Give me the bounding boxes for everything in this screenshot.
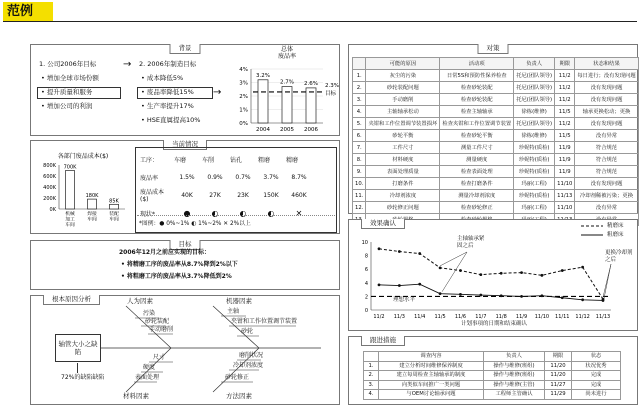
chart-title: 废品率 [277, 53, 297, 60]
data-point [439, 266, 442, 269]
bar [306, 88, 316, 123]
mfg-goal-item: • HSE直属提高10% [141, 116, 201, 124]
x-tick-label: 11/9 [515, 314, 528, 320]
table-cell: 4. [353, 106, 366, 118]
table-cell: 11/2 [555, 118, 575, 130]
table-cell: 砂轮修正问题 [366, 202, 440, 214]
bar [66, 171, 75, 210]
table-cell: 托尼(团队领导) [514, 118, 555, 130]
data-point [581, 266, 584, 269]
status-legend: *图例：● 0%~1% ◐ 1%~2% ✕ 2%以上 [139, 221, 251, 227]
table-cell: 检查打磨条件 [440, 178, 514, 190]
cause-label: 砂轮 [241, 328, 254, 335]
x-tick-label: 11/11 [555, 314, 570, 320]
cause-label: 手动磨削 [149, 326, 174, 333]
x-tick-label: 11/2 [373, 314, 385, 320]
company-goal-item: • 提升质量和服务 [41, 88, 93, 96]
table-cell: 11/2 [555, 70, 575, 82]
table-cell: 1. [353, 70, 366, 82]
process-header: 精磨 [286, 156, 299, 164]
countermeasure-row [353, 190, 639, 202]
scrap-rate-cell: 3.7% [263, 173, 279, 181]
y-tick-label: 4% [239, 67, 248, 73]
data-point [500, 294, 503, 297]
table-cell: 检查砂轮修正 [440, 202, 514, 214]
table-cell: 11/2 [555, 82, 575, 94]
cause-label: 主轴 [227, 308, 240, 315]
x-tick-label: 11/6 [454, 314, 467, 320]
process-table [139, 150, 313, 222]
y-tick-label: 4 [364, 280, 368, 287]
table-cell: 11/5 [555, 106, 575, 118]
table-cell: 11. [353, 190, 366, 202]
data-point [459, 269, 462, 272]
x-tick-label: 焊接车间 [87, 212, 97, 223]
company-goal-item: • 增加公司的利润 [41, 102, 93, 110]
arrow-icon: → [123, 59, 132, 70]
table-cell: 11/10 [555, 202, 575, 214]
table-cell: 徐栋(维修) [514, 106, 555, 118]
scrap-rate-cell: 0.9% [207, 173, 223, 181]
table-cell: 珍妮特(质检) [514, 142, 555, 154]
target-value-label: 2.3% [325, 82, 339, 89]
y-tick-label: 600K [43, 174, 56, 180]
table-cell: 建立每周检查主轴轴承的制度 [379, 371, 484, 381]
data-point [602, 299, 605, 302]
data-point [378, 283, 381, 286]
table-cell: 11/9 [555, 154, 575, 166]
y-tick-label: 0K [49, 207, 56, 213]
followup-row [364, 380, 621, 390]
data-point [378, 247, 381, 250]
status-icon: ◐ [267, 208, 275, 218]
background-panel [30, 44, 340, 136]
data-point [418, 252, 421, 255]
data-label: 85K [109, 198, 119, 205]
countermeasure-row [353, 166, 639, 178]
y-tick-label: 400K [43, 185, 56, 191]
table-cell: 冷却剂稀被污染；更换 [575, 190, 638, 202]
scrap-cost-cell: 23K [237, 191, 249, 199]
table-cell: 砂轮装配问题 [366, 82, 440, 94]
process-header: 车削 [202, 156, 215, 164]
x-tick-label: 2006 [304, 127, 318, 133]
annotation-arrow [440, 252, 467, 266]
table-cell: 检查砂轮装配 [440, 82, 514, 94]
countermeasure-row [353, 202, 639, 214]
effect-panel [348, 219, 638, 331]
table-cell: 打磨条件 [366, 178, 440, 190]
process-header: 粗磨 [258, 156, 271, 164]
rootcause-panel-title: 根本原因分析 [43, 295, 100, 305]
table-cell: 冷却剂浓度 [366, 190, 440, 202]
cause-label: 磨削状况 [239, 352, 264, 359]
cause-label: 夹钳和工作位置调节装置 [231, 318, 298, 325]
table-cell: 手动磨削 [366, 94, 440, 106]
column-header: 状态和结果 [575, 58, 638, 70]
background-panel-title: 背景 [170, 44, 201, 54]
table-cell: 珍妮特(质检) [514, 190, 555, 202]
scrap-cost-cell: 460K [291, 191, 307, 199]
table-cell: 没有发现问题 [575, 94, 638, 106]
series-line [379, 249, 603, 299]
data-label: 2.6% [304, 80, 318, 87]
y-tick-label: 6 [364, 267, 368, 274]
y-tick-label: 1% [239, 107, 248, 114]
table-cell: 向类似车间推广一类问题 [379, 380, 484, 390]
scrap-cost-cell: 150K [263, 191, 279, 199]
table-cell: 5. [353, 118, 366, 130]
cause-label: 污染 [143, 310, 156, 317]
table-cell: 主轴轴承松动 [366, 106, 440, 118]
category-people: 人为因素 [127, 297, 153, 305]
table-cell: 11/5 [555, 130, 575, 142]
x-tick-label: 11/12 [575, 314, 590, 320]
table-cell: 1. [364, 361, 379, 371]
table-cell: 11/2 [555, 94, 575, 106]
department-scrap-cost-chart [33, 151, 129, 233]
table-cell: 11/10 [555, 178, 575, 190]
x-tick-label: 11/13 [595, 314, 611, 320]
pointer-line [77, 363, 78, 373]
table-cell: 测量硬度 [440, 154, 514, 166]
table-cell: 检查砂轮装配 [440, 94, 514, 106]
effect-label: 轴管大小之缺陷 [58, 340, 98, 356]
data-point [541, 294, 544, 297]
data-point [418, 283, 421, 286]
table-cell: 建立分析时间维修保养制度 [379, 361, 484, 371]
table-cell: 测量工件尺寸 [440, 142, 514, 154]
table-cell: 完成 [572, 380, 621, 390]
table-cell: 11/20 [545, 371, 572, 381]
effect-line-chart [349, 220, 637, 330]
followup-row [364, 390, 621, 400]
category-machine: 机器因素 [226, 297, 252, 305]
column-header [364, 352, 379, 362]
table-cell: 11/27 [545, 380, 572, 390]
table-cell: 4. [364, 390, 379, 400]
arrow-icon: → [213, 87, 222, 98]
data-point [479, 294, 482, 297]
data-point [500, 272, 503, 275]
table-cell: 工件尺寸 [366, 142, 440, 154]
row-label: 现状* [140, 210, 156, 218]
bar [258, 80, 268, 123]
company-goal-heading: 1. 公司2006年目标 [39, 60, 97, 68]
annotation: 主轴轴承紧固之后 [457, 236, 485, 249]
status-icon: ✕ [295, 208, 303, 218]
process-header: 工序： [140, 156, 159, 164]
column-header [353, 58, 366, 70]
bar [88, 199, 97, 209]
followup-row [364, 371, 621, 381]
y-tick-label: 10 [361, 240, 368, 246]
data-point [520, 271, 523, 274]
x-tick-label: 11/8 [495, 314, 507, 320]
table-cell: 材料硬度 [366, 154, 440, 166]
table-cell: 符合规范 [575, 154, 638, 166]
data-point [581, 298, 584, 301]
table-cell: 与OEM讨论轴承问题 [379, 390, 484, 400]
countermeasures-table [352, 57, 639, 226]
category-method: 方法因素 [226, 392, 252, 400]
column-header: 可能的原因 [366, 58, 440, 70]
table-cell: 符合规范 [575, 142, 638, 154]
x-tick-label: 11/5 [434, 314, 446, 320]
table-cell: 3. [364, 380, 379, 390]
data-point [459, 293, 462, 296]
table-cell: 检查主轴轴承 [440, 106, 514, 118]
table-cell: 12. [353, 202, 366, 214]
row-label: 废品率 [140, 174, 159, 182]
effect-panel-title: 效果确认 [361, 219, 405, 229]
scrap-cost-cell: 27K [209, 191, 221, 199]
table-cell: 7. [353, 142, 366, 154]
goal-item: • 将精磨工序的废品率从8.7%降到2%以下 [121, 261, 238, 268]
table-cell: 尚未进行 [572, 390, 621, 400]
table-cell: 夹钳和工作位置调节装置损坏 [366, 118, 440, 130]
table-cell: 珍妮特(质检) [514, 166, 555, 178]
current-panel [30, 140, 340, 234]
table-cell: 操作与维修(班组) [484, 371, 545, 381]
y-tick-label: 2% [239, 94, 248, 100]
target-text: 目标 [325, 90, 337, 97]
legend-label: 精磨床 [607, 223, 624, 229]
data-point [541, 274, 544, 277]
y-tick-label: 3% [239, 80, 248, 87]
followup-panel [348, 336, 638, 405]
countermeasure-row [353, 178, 639, 190]
row-label: 废品成本($) [140, 189, 165, 203]
data-point [439, 292, 442, 295]
rootcause-panel [30, 295, 340, 405]
x-axis-label: 计划事项的日期和结束确认 [461, 321, 528, 327]
table-cell: 测量冷却剂浓度 [440, 190, 514, 202]
goal-heading: 2006年12月之前应实现的目标： [119, 249, 211, 256]
category-material: 材料因素 [123, 392, 149, 400]
current-panel-title: 当前情况 [163, 140, 207, 150]
target-label: 理想水平 [393, 297, 416, 303]
annotation: 更换冷却剂之后 [605, 250, 633, 263]
data-point [479, 273, 482, 276]
table-cell: 徐栋(维修) [514, 130, 555, 142]
data-label: 700K [63, 164, 77, 171]
countermeasure-row [353, 82, 639, 94]
process-header: 车磨 [174, 156, 187, 164]
table-cell: 玛丽(工程) [514, 178, 555, 190]
table-cell: 托尼(团队领导) [514, 70, 555, 82]
countermeasure-row [353, 130, 639, 142]
scrap-rate-cell: 8.7% [291, 173, 307, 181]
cause-label: 砂轮装配 [145, 318, 170, 325]
table-cell: 11/20 [545, 361, 572, 371]
scrap-cost-cell: 40K [181, 191, 193, 199]
countermeasures-panel [348, 44, 638, 214]
data-point [561, 269, 564, 272]
table-cell: 灰尘的污染 [366, 70, 440, 82]
column-header: 负责人 [514, 58, 555, 70]
y-tick-label: 0 [364, 308, 368, 314]
x-tick-label: 装配车间 [109, 212, 119, 223]
mfg-goal-item: • 成本降低5% [141, 74, 184, 82]
table-cell: 11/9 [555, 166, 575, 178]
cause-label: 冷却剂浓度 [233, 362, 264, 369]
countermeasure-row [353, 154, 639, 166]
table-cell: 状况优秀 [572, 361, 621, 371]
x-tick-label: 11/7 [475, 314, 487, 320]
x-tick-label: 机械加工车间 [65, 212, 75, 228]
table-cell: 没有发现问题 [575, 178, 638, 190]
cause-label: 硬度 [143, 364, 156, 371]
column-header: 期限 [555, 58, 575, 70]
table-cell: 砂轮平衡 [366, 130, 440, 142]
table-cell: 11/29 [545, 390, 572, 400]
scrap-rate-chart [227, 45, 339, 135]
title-underline [3, 21, 637, 22]
countermeasure-row [353, 94, 639, 106]
table-cell: 操作与维修(主管) [484, 380, 545, 390]
y-tick-label: 0% [239, 121, 248, 127]
table-cell: 6. [353, 130, 366, 142]
status-icon: ◐ [211, 208, 219, 218]
company-goal-item: • 增加全球市场份额 [41, 74, 99, 82]
data-label: 2.7% [280, 79, 294, 86]
goal-panel [30, 240, 340, 290]
annotation-arrow [604, 264, 611, 298]
bar [110, 204, 119, 209]
table-cell: 9. [353, 166, 366, 178]
table-cell: 没有异常 [575, 202, 638, 214]
cause-label: 砂轮修正 [225, 374, 250, 381]
countermeasures-panel-title: 对策 [478, 44, 509, 54]
table-cell: 没有异常 [575, 130, 638, 142]
table-cell: 2. [364, 371, 379, 381]
x-tick-label: 11/3 [393, 314, 405, 320]
mfg-goal-item: • 生产率提升17% [141, 102, 194, 110]
table-cell: 10. [353, 178, 366, 190]
data-point [398, 250, 401, 253]
column-header: 活动项 [440, 58, 514, 70]
table-cell: 11/13 [555, 190, 575, 202]
table-cell: 8. [353, 154, 366, 166]
annotation-arrow [442, 252, 467, 292]
status-icon: ● [183, 208, 191, 218]
table-cell: 完成 [572, 371, 621, 381]
page-title: 范例 [7, 4, 34, 19]
legend-label: 粗磨床 [607, 232, 624, 238]
x-tick-label: 2004 [256, 127, 270, 133]
table-cell: 11/9 [555, 142, 575, 154]
dotted-divider [137, 215, 335, 216]
x-tick-label: 11/10 [534, 314, 550, 320]
manufacturing-goal-heading: 2. 2006年制造目标 [139, 60, 197, 68]
x-tick-label: 11/4 [414, 314, 426, 320]
data-point [561, 296, 564, 299]
y-tick-label: 200K [43, 196, 56, 202]
followup-row [364, 361, 621, 371]
chart-title: 各部门废品成本($) [57, 153, 109, 160]
table-cell: 2. [353, 82, 366, 94]
table-cell: 托尼(团队领导) [514, 82, 555, 94]
table-cell: 检查砂轮平衡 [440, 130, 514, 142]
table-cell: 玛丽(工程) [514, 202, 555, 214]
cause-label: 尺寸 [153, 354, 166, 361]
followup-table [363, 351, 621, 400]
table-cell: 检查表面处理 [440, 166, 514, 178]
y-tick-label: 8 [364, 253, 368, 260]
column-header: 负责人 [484, 352, 545, 362]
table-cell: 3. [353, 94, 366, 106]
goal-item: • 将粗磨工序的废品率从3.7%降低到2% [121, 273, 232, 280]
status-icon: ◐ [239, 208, 247, 218]
scrap-rate-cell: 1.5% [179, 173, 195, 181]
table-cell: 没有发现问题 [575, 118, 638, 130]
column-header: 调查内容 [379, 352, 484, 362]
scrap-rate-cell: 0.7% [235, 173, 251, 181]
table-cell: 每日进行；没有发现问题 [575, 70, 638, 82]
data-point [398, 284, 401, 287]
cause-label: 表面处理 [135, 374, 160, 381]
table-cell: 符合规范 [575, 166, 638, 178]
mfg-goal-item: • 废品率降低15% [141, 88, 194, 96]
table-cell: 轴承更换松动；更换 [575, 106, 638, 118]
chart-title: 总体 [280, 46, 294, 53]
data-label: 3.2% [256, 72, 270, 79]
table-cell: 工程师主管确认 [484, 390, 545, 400]
x-tick-label: 2005 [280, 127, 294, 133]
table-cell: 操作与维修(班组) [484, 361, 545, 371]
table-cell: 没有发现问题 [575, 82, 638, 94]
process-header: 钻孔 [230, 156, 243, 164]
table-cell: 日常5S和预防性保养检查 [440, 70, 514, 82]
countermeasure-row [353, 106, 639, 118]
table-cell: 表面处理质量 [366, 166, 440, 178]
column-header: 期限 [545, 352, 572, 362]
table-cell: 检查夹钳和工作位置调节装置 [440, 118, 514, 130]
countermeasure-row [353, 70, 639, 82]
data-label: 180K [85, 193, 99, 200]
y-tick-label: 2 [364, 294, 368, 301]
countermeasure-row [353, 142, 639, 154]
data-point [520, 295, 523, 298]
table-cell: 托尼(团队领导) [514, 94, 555, 106]
followup-panel-title: 跟进措施 [361, 336, 405, 346]
column-header: 状态 [572, 352, 621, 362]
goal-panel-title: 目标 [170, 240, 201, 250]
defect-share-label: 72%的缺陷缺陷 [61, 374, 105, 381]
countermeasure-row [353, 118, 639, 130]
y-tick-label: 800K [43, 163, 56, 169]
table-cell: 珍妮特(质检) [514, 154, 555, 166]
